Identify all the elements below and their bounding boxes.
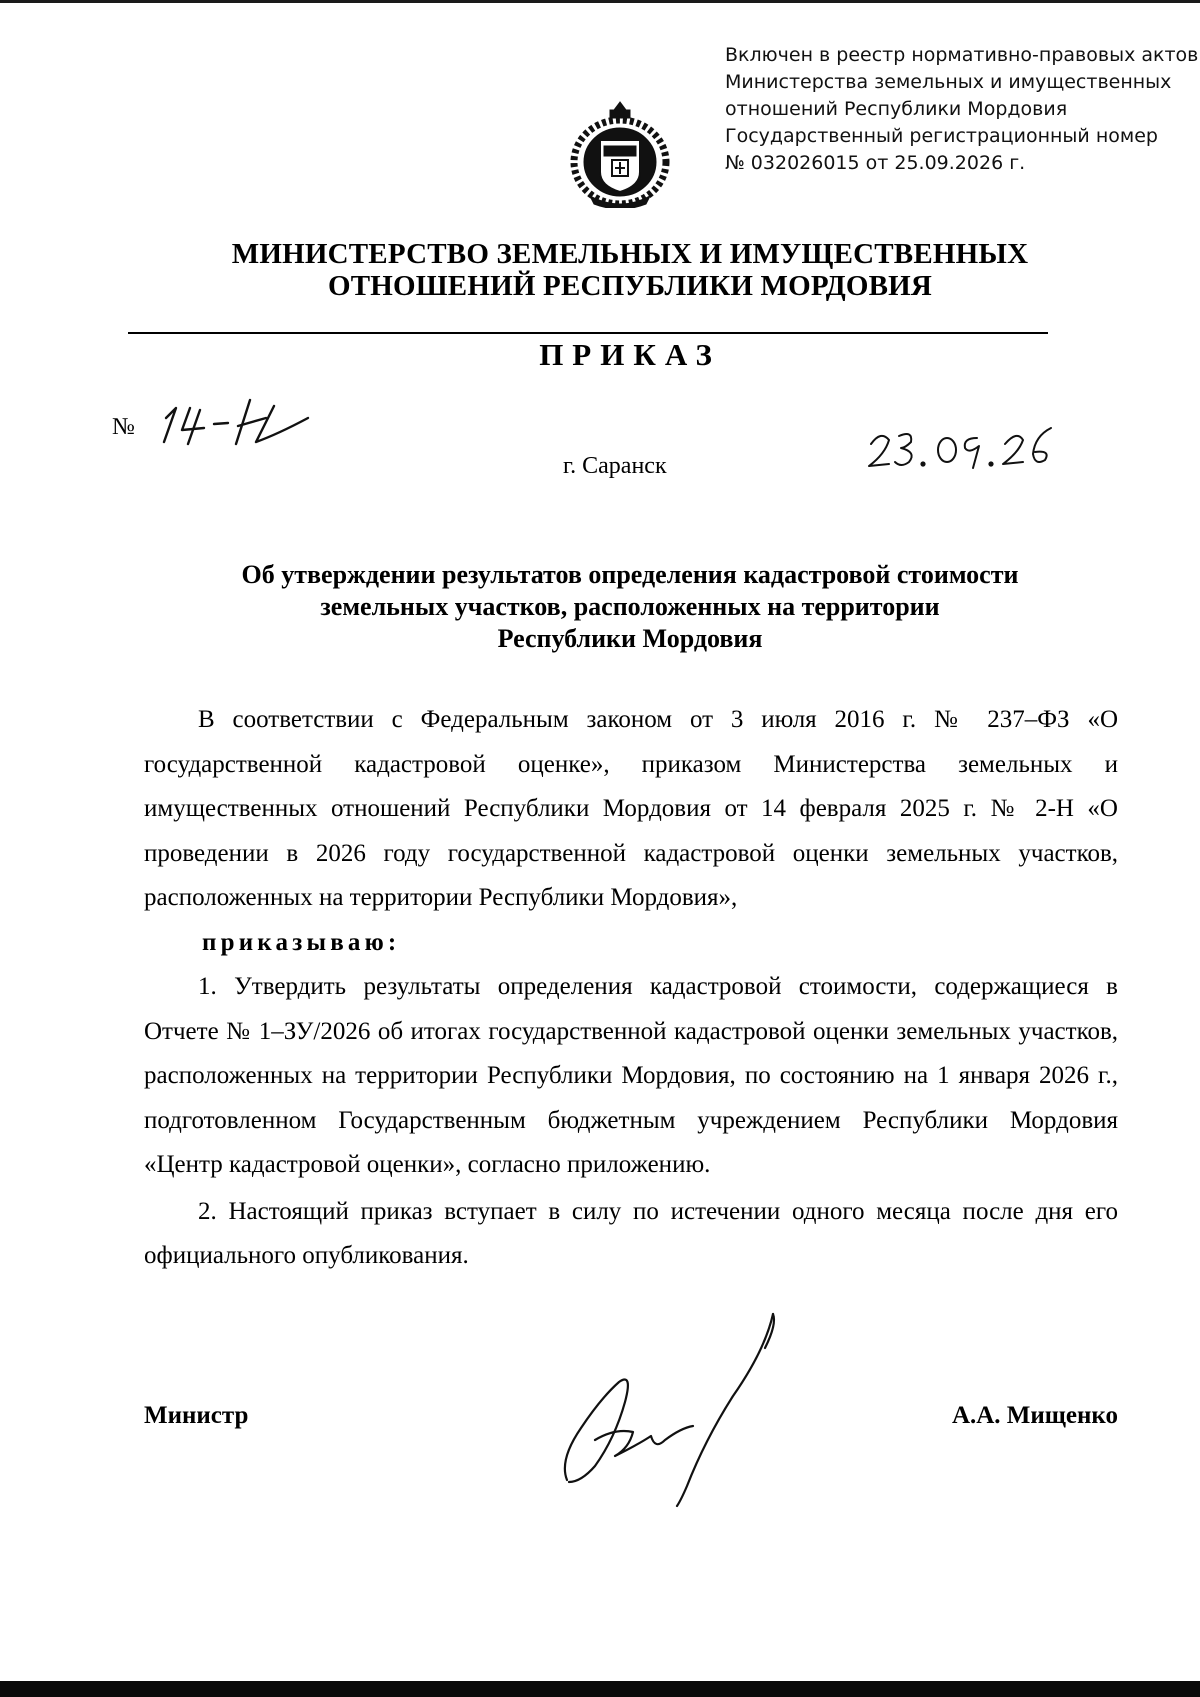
document-title bbox=[0, 559, 1200, 655]
scan-edge-bottom bbox=[0, 1681, 1200, 1697]
registry-line: Министерства земельных и имущественных bbox=[725, 71, 1172, 93]
signatory-name: А.А. Мищенко bbox=[951, 1402, 1118, 1429]
ministry-line: МИНИСТЕРСТВО ЗЕМЕЛЬНЫХ И ИМУЩЕСТВЕННЫХ bbox=[231, 238, 1029, 270]
scan-edge-top bbox=[0, 0, 1200, 3]
ministry-line: ОТНОШЕНИЙ РЕСПУБЛИКИ МОРДОВИЯ bbox=[327, 270, 933, 302]
order-word: приказываю: bbox=[202, 928, 401, 956]
header-divider bbox=[128, 332, 1048, 334]
city: г. Саранск bbox=[563, 453, 667, 479]
handwritten-date bbox=[865, 422, 1065, 480]
document-body bbox=[144, 698, 1118, 1281]
registry-stamp bbox=[725, 42, 1199, 177]
registry-line: Государственный регистрационный номер bbox=[725, 125, 1158, 147]
title-line: Республики Мордовия bbox=[497, 624, 763, 653]
registry-line: отношений Республики Мордовия bbox=[725, 98, 1068, 120]
coat-of-arms-icon bbox=[570, 100, 670, 208]
document-type: ПРИКАЗ bbox=[539, 337, 721, 372]
handwritten-signature-icon bbox=[555, 1310, 795, 1510]
handwritten-number bbox=[158, 388, 318, 448]
number-sign: № bbox=[112, 414, 135, 440]
title-line: Об утверждении результатов определения кадастровой стоимости bbox=[241, 560, 1019, 589]
title-line: земельных участков, расположенных на территории bbox=[320, 592, 940, 621]
registry-line: № 032026015 от 25.09.2026 г. bbox=[725, 152, 1026, 174]
clause-1: 1. Утвердить результаты определения кадастровой стоимости, содержащиеся в Отчете № 1–ЗУ/2026 об итогах государственной кадастровой оценки земельных участков, расположенных на территории Республики Мордовия, по состоянию на 1 января 2026 г., подготовленном Государственным бюджетным учреждением Республики Мордовия «Центр кадастровой оценки», согласно приложению. bbox=[144, 973, 1118, 1178]
signatory-role: Министр bbox=[144, 1402, 249, 1429]
clause-2: 2. Настоящий приказ вступает в силу по истечении одного месяца после дня его официального опубликования. bbox=[144, 1197, 1118, 1269]
preamble-paragraph: В соответствии с Федеральным законом от 3 июля 2016 г. № 237–ФЗ «О государственной кадастровой оценке», приказом Министерства земельных и имущественных отношений Республики Мордовия от 14 февраля 2025 г. № 2-Н «О проведении в 2026 году государственной кадастровой оценки земельных участков, расположенных на территории Республики Мордовия», bbox=[144, 706, 1118, 911]
ministry-name bbox=[0, 238, 1200, 302]
registry-line: Включен в реестр нормативно-правовых актов bbox=[725, 44, 1199, 66]
